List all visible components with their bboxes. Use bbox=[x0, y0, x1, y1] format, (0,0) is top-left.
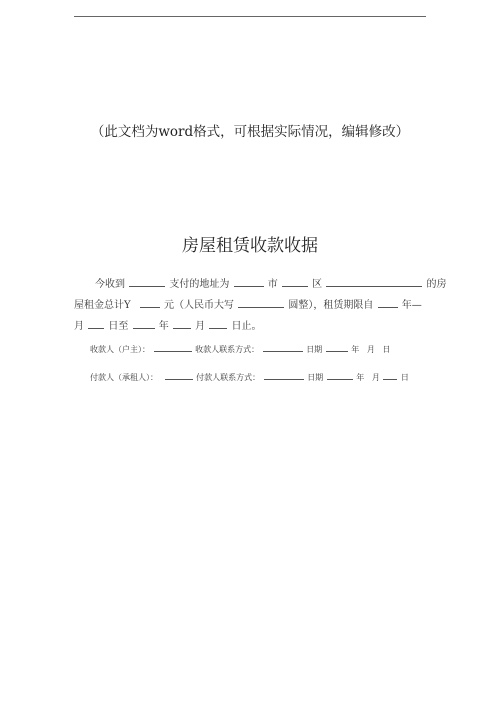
receipt-line-3 bbox=[74, 317, 262, 332]
payer-contact-label: 付款人联系方式： bbox=[196, 373, 261, 382]
payee-year-label: 年 bbox=[351, 345, 360, 354]
text-month: 月 bbox=[74, 321, 84, 332]
text-paid-address: 支付的地址为 bbox=[169, 279, 230, 290]
payer-year-blank[interactable] bbox=[327, 371, 353, 380]
text-city: 市 bbox=[267, 279, 278, 290]
text-month-2: 月 bbox=[195, 321, 206, 332]
amount-words-blank[interactable] bbox=[238, 298, 284, 308]
document-title: 房屋租赁收款收据 bbox=[182, 236, 318, 256]
payer-label: 付款人（承租人）： bbox=[90, 373, 158, 382]
text-rent-total: 屋租金总计Y bbox=[74, 300, 131, 311]
city-blank[interactable] bbox=[234, 277, 264, 287]
text-day-to: 日至 bbox=[108, 321, 129, 332]
payee-date-label: 日期 bbox=[306, 345, 323, 354]
receipt-line-2 bbox=[74, 296, 422, 311]
district-blank[interactable] bbox=[282, 277, 308, 287]
payee-name-blank[interactable] bbox=[154, 343, 192, 352]
start-month-blank[interactable] bbox=[88, 319, 104, 329]
text-of-house: 的房 bbox=[426, 279, 447, 290]
payee-contact-blank[interactable] bbox=[263, 343, 303, 352]
payer-contact-blank[interactable] bbox=[264, 371, 304, 380]
end-day-blank[interactable] bbox=[209, 319, 227, 329]
text-lease-from: 圆整），租赁期限自 bbox=[288, 300, 374, 311]
text-yuan-rmb: 元（人民币大写 bbox=[163, 300, 234, 311]
end-month-blank[interactable] bbox=[173, 319, 191, 329]
payer-date-label: 日期 bbox=[307, 373, 324, 382]
payee-contact-label: 收款人联系方式： bbox=[195, 345, 260, 354]
receipt-line-1 bbox=[95, 275, 447, 290]
start-year-blank[interactable] bbox=[378, 298, 398, 308]
format-note: （此文档为word格式，可根据实际情况，编辑修改） bbox=[90, 124, 410, 140]
text-year: 年 bbox=[158, 321, 169, 332]
address-blank[interactable] bbox=[326, 277, 422, 287]
payer-month-label: 月 bbox=[371, 373, 380, 382]
payer-day-blank[interactable] bbox=[383, 371, 397, 380]
payee-line bbox=[90, 343, 390, 355]
payer-name-blank[interactable] bbox=[165, 371, 193, 380]
payer-line bbox=[90, 371, 409, 383]
payee-label: 收款人（户主）： bbox=[90, 345, 150, 354]
payer-day-label: 日 bbox=[400, 373, 409, 382]
header-rule bbox=[74, 16, 426, 17]
payer-name-blank[interactable] bbox=[129, 277, 165, 287]
payee-day-label: 日 bbox=[382, 345, 391, 354]
text-district: 区 bbox=[312, 279, 323, 290]
payee-year-blank[interactable] bbox=[326, 343, 348, 352]
text-received: 今收到 bbox=[95, 279, 125, 290]
payer-year-label: 年 bbox=[356, 373, 365, 382]
amount-blank[interactable] bbox=[140, 298, 160, 308]
text-year-dash: 年— bbox=[401, 300, 422, 311]
text-day-end: 日止。 bbox=[231, 321, 262, 332]
end-year-blank[interactable] bbox=[133, 319, 155, 329]
payee-month-label: 月 bbox=[366, 345, 375, 354]
